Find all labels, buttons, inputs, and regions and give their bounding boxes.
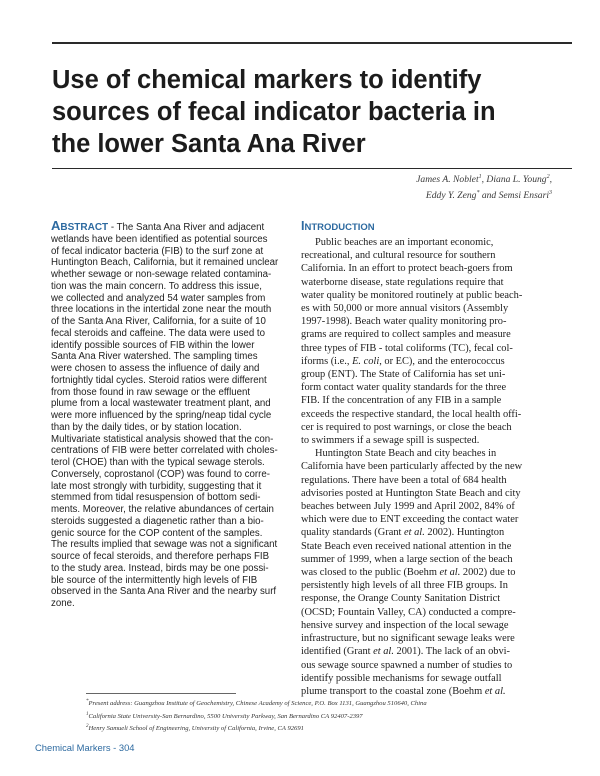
author-separator: ,: [481, 174, 487, 186]
abstract-line: Multivariate statistical analysis showed that the con-: [51, 433, 274, 445]
footnotes: [86, 697, 427, 735]
abstract-line: to the study area. Instead, birds may be one possi-: [51, 562, 269, 574]
body-line: cer is required to post warnings, or close the beach: [301, 421, 512, 433]
abstract-line: we collected and analyzed 54 water samples from: [51, 292, 266, 304]
affiliation-mark: *: [476, 189, 480, 196]
abstract-line: ments. Moreover, the relative abundances of certain: [51, 504, 274, 515]
body-line: State Beach even received national attention in the: [301, 540, 512, 552]
body-line: water quality be monitored routinely at public beach-: [301, 289, 523, 301]
title-line: sources of fecal indicator bacteria in: [52, 98, 496, 126]
abstract-line: were more influenced by the spring/neap tidal cycle: [51, 410, 272, 421]
author-line: [416, 171, 552, 187]
abstract-line: centrations of FIB were better correlated with choles-: [51, 445, 278, 457]
title-top-rule: [52, 42, 572, 44]
page-footer: Chemical Markers - 304: [35, 742, 135, 753]
abstract-line: three locations in the intertidal zone near the mouth: [51, 304, 272, 316]
body-line: exceeds the respective standard, the local health offi-: [301, 408, 522, 420]
abstract-text: - The Santa Ana River and adjacent: [108, 222, 265, 233]
body-line: beaches between July 1999 and April 2002, 84% of: [301, 501, 515, 513]
body-line: (OCSD; Fountain Valley, CA) conducted a compre-: [301, 606, 516, 618]
body-line: hensive survey and inspection of the local sewage: [301, 619, 509, 631]
abstract-line: observed in the Santa Ana River and the nearby surf: [51, 586, 277, 598]
abstract-line: Conversely, coprostanol (COP) was found to corre-: [51, 468, 270, 480]
author-name: Semsi Ensari: [498, 189, 549, 201]
introduction-body: [301, 236, 549, 698]
abstract-body: [51, 234, 281, 610]
abstract-line: than by the daily tides, or by station location.: [51, 421, 242, 433]
citation-etal: et al.: [373, 646, 394, 658]
body-text: 2002). Huntington: [424, 527, 505, 539]
abstract-line: tion was the main concern. To address this issue,: [51, 280, 262, 292]
body-line: recreational, and cultural resource for southern: [301, 250, 496, 262]
abstract-column: [51, 220, 281, 610]
body-line: infrastructure, but no significant sewage leaks were: [301, 633, 515, 645]
body-line: es with 50,000 or more annual visitors (Assembly: [301, 303, 509, 315]
body-text: quality standards (Grant: [301, 527, 405, 539]
introduction-column: [301, 220, 549, 698]
body-text: identified (Grant: [301, 646, 374, 658]
citation-etal: et al.: [484, 685, 506, 697]
abstract-line: genic source for the COP content of the samples.: [51, 527, 263, 539]
body-line: form contact water quality standards for the three: [301, 382, 507, 394]
citation-etal: et al.: [404, 527, 425, 539]
body-line: advisories posted at Huntington State Beach and city: [301, 487, 521, 499]
footnote-text: Henry Samueli School of Engineering, University of California, Irvine, CA 92691: [88, 725, 304, 733]
body-text: plume transport to the coastal zone (Boehm: [301, 685, 485, 697]
body-line: [301, 645, 549, 658]
body-line: summer of 1999, when a large section of the beach: [301, 553, 513, 565]
author-list: [416, 171, 552, 202]
footnote-text: Present address: Guangzhou Institute of Geochemistry, Chinese Academy of Science, P.O. Box 1131, Guangzhou 510640, China: [88, 700, 427, 708]
footnote-rule: [86, 693, 236, 694]
affiliation-mark: 1: [478, 174, 482, 180]
title-bottom-rule: [52, 168, 572, 169]
introduction-heading-initial: I: [301, 219, 305, 233]
abstract-line: fecal steroids and caffeine. The data were used to: [51, 327, 265, 339]
affiliation-mark: 2: [546, 174, 550, 180]
body-line: [301, 566, 549, 579]
body-line: ous sewage source spawned a number of studies to: [301, 659, 513, 671]
abstract-line: identify possible sources of FIB within the lower: [51, 339, 255, 351]
body-line: FIB. If the concentration of any FIB in a sample: [301, 395, 502, 407]
introduction-heading: [301, 220, 549, 234]
footnote-mark: *: [86, 699, 89, 704]
abstract-line: from those found in raw sewage or the effluent: [51, 386, 251, 398]
abstract-line: Santa Ana River watershed. The sampling times: [51, 351, 258, 363]
body-text: 2001). The lack of an obvi-: [393, 646, 511, 658]
introduction-heading-rest: NTRODUCTION: [304, 222, 375, 233]
abstract-line: steroids suggested a diagenetic rather than a bio-: [51, 515, 264, 527]
citation-etal: et al.: [439, 567, 461, 579]
body-text: , or EC), and the enterococcus: [379, 355, 505, 367]
body-line: [301, 355, 549, 368]
abstract-line: wetlands have been identified as potential sources: [51, 233, 268, 245]
title-line: Use of chemical markers to identify: [52, 66, 482, 94]
body-line: 1997-1998). Beach water quality monitoring pro-: [301, 316, 507, 328]
abstract-line: terol (CHOE) than with the typical sewage sterols.: [51, 457, 265, 468]
author-name: James A. Noblet: [416, 174, 479, 186]
abstract-line: Huntington Beach, California, but it remained unclear: [51, 257, 279, 269]
author-name: Diana L. Young: [486, 174, 547, 186]
abstract-line: source of fecal steroids, and therefore perhaps FIB: [51, 551, 270, 562]
body-line: Huntington State Beach and city beaches in: [315, 448, 497, 460]
abstract-line: were chosen to assess the influence of daily and: [51, 363, 260, 374]
author-name: Eddy Y. Zeng: [425, 189, 477, 201]
abstract-line: stemmed from tidal resuspension of bottom sedi-: [51, 492, 261, 504]
body-line: persistently high levels of all three FIB groups. In: [301, 580, 508, 592]
author-line: [416, 187, 552, 203]
body-line: grams are required to collect samples and measure: [301, 329, 511, 341]
body-text: was closed to the public (Boehm: [301, 567, 440, 579]
author-separator: and: [479, 189, 499, 201]
abstract-heading-initial: A: [51, 218, 61, 233]
footnote: [86, 697, 427, 710]
footnote: [86, 710, 427, 723]
abstract-line: late most strongly with turbidity, suggesting that it: [51, 480, 262, 492]
affiliation-mark: 3: [549, 189, 552, 196]
abstract-line: fortnightly tidal cycles. Steroid ratios were different: [51, 374, 267, 386]
footnote-text: California State University-San Bernardino, 5500 University Parkway, San Bernardino CA 92407-2397: [88, 712, 363, 720]
abstract-line: The results implied that sewage was not a significant: [51, 539, 278, 551]
body-line: California. In an effort to protect beach-goers from: [301, 263, 513, 275]
footnote-mark: 1: [86, 711, 89, 717]
italic-term: E. coli: [352, 355, 380, 367]
footnote: [86, 722, 427, 735]
body-line: Public beaches are an important economic,: [315, 237, 494, 248]
body-line: which were due to ENT exceeding the contact water: [301, 514, 519, 526]
body-line: three types of FIB - total coliforms (TC), fecal col-: [301, 342, 513, 354]
body-line: group (ENT). The State of California has set uni-: [301, 369, 506, 381]
abstract-line: of the Santa Ana River, California, for a suite of 10: [51, 316, 266, 327]
abstract-line: zone.: [51, 598, 75, 609]
abstract-line: ble source of the intermittently high levels of FIB: [51, 574, 258, 586]
body-line: California have been particularly affected by the new: [301, 461, 523, 473]
footnote-mark: 2: [86, 724, 89, 730]
body-line: to swimmers if a sewage spill is suspected.: [301, 435, 480, 447]
body-text: iforms (i.e.,: [301, 355, 353, 367]
abstract-line: plume from a local wastewater treatment plant, and: [51, 398, 271, 410]
body-line: regulations. There have been a total of 684 health: [301, 474, 507, 486]
body-line: waterborne disease, state regulations require that: [301, 276, 504, 288]
abstract-line: of fecal indicator bacteria (FIB) to the surf zone at: [51, 245, 264, 257]
author-separator: ,: [549, 174, 552, 186]
abstract-heading: BSTRACT: [60, 222, 109, 233]
abstract-first-line: [51, 220, 281, 234]
body-line: response, the Orange County Sanitation District: [301, 593, 501, 605]
body-line: identify possible mechanisms for sewage outfall: [301, 672, 502, 684]
title-line: the lower Santa Ana River: [52, 130, 366, 158]
body-line: [301, 526, 549, 539]
abstract-line: whether sewage or non-sewage related contamina-: [51, 269, 272, 280]
body-text: 2002) due to: [460, 567, 516, 579]
